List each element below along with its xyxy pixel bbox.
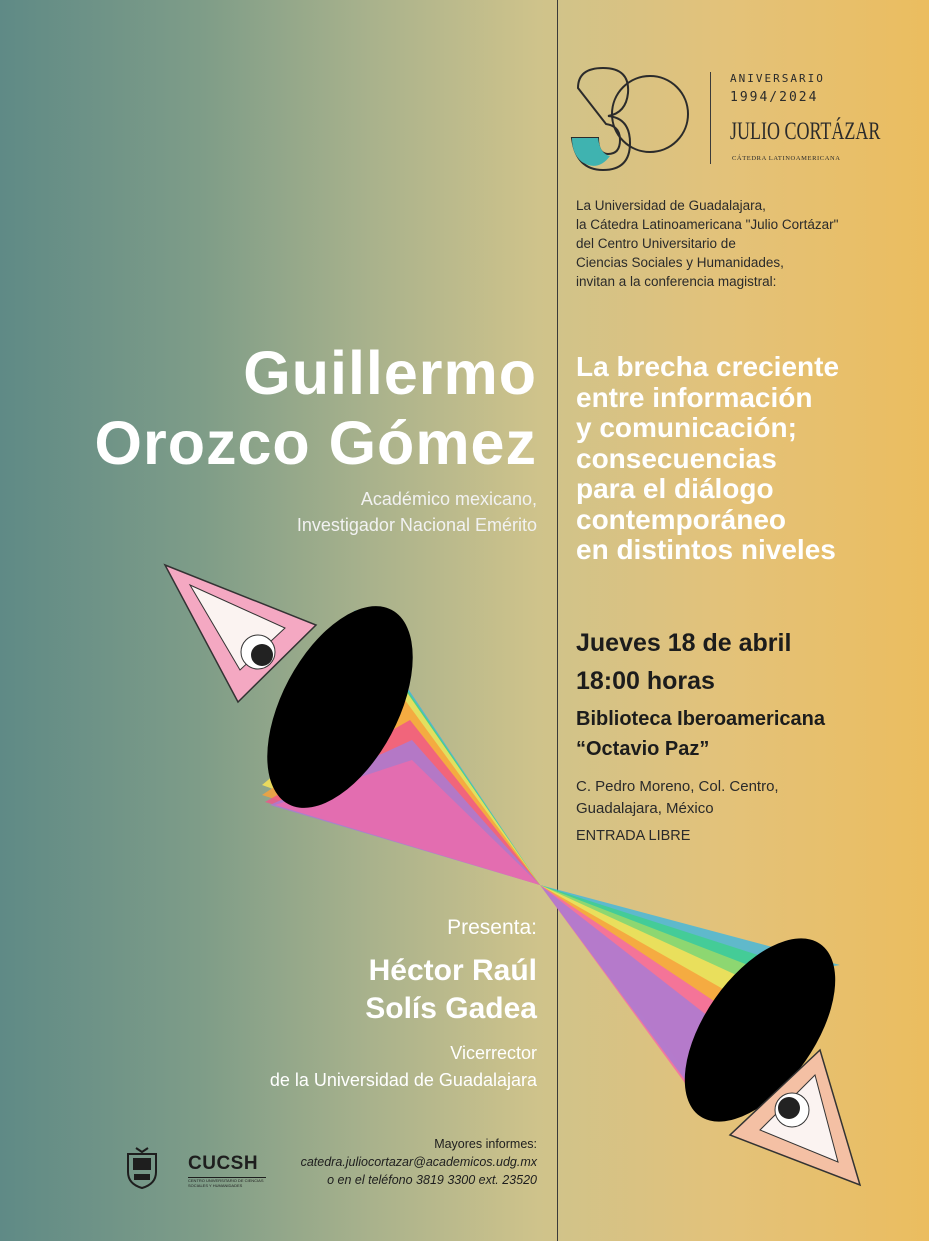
catedra-name: JULIO CORTÁZAR [730,118,881,145]
talk-title [576,352,839,566]
speaker-name [95,338,537,478]
venue-line: “Octavio Paz” [576,738,710,760]
talk-title-line: consecuencias [576,442,777,474]
invitation-line: La Universidad de Guadalajara, [576,198,766,213]
udg-seal-icon [124,1146,160,1190]
talk-title-line: La brecha creciente [576,351,840,382]
speaker-role [297,486,537,538]
cucsh-text: CUCSH [188,1153,259,1174]
presenter-name [365,952,537,1028]
invitation-line: invitan a la conferencia magistral: [576,274,777,289]
speaker-name-line: Guillermo [243,339,537,407]
invitation-line: la Cátedra Latinoamericana "Julio Cortázar" [576,217,839,232]
talk-title-line: para el diálogo [576,473,774,504]
thirty-logo-mark [568,58,698,178]
speaker-name-line: Orozco Gómez [94,409,537,477]
event-time: 18:00 horas [576,667,715,695]
contact-phone: o en el teléfono 3819 3300 ext. 23520 [327,1173,537,1187]
event-address [576,776,779,820]
logo-separator [710,72,711,164]
presenter-name-line: Solís Gadea [365,992,537,1025]
address-line: C. Pedro Moreno, Col. Centro, [576,778,779,795]
talk-title-line: contemporáneo [576,503,787,535]
talk-title-line: en distintos niveles [576,534,836,565]
event-datetime [576,624,791,700]
event-venue [576,704,825,764]
catedra-subtitle: CÁTEDRA LATINOAMERICANA [732,155,841,162]
invitation-line: del Centro Universitario de [576,236,736,251]
cucsh-subtitle: CENTRO UNIVERSITARIO DE CIENCIAS SOCIALES Y HUMANIDADES [188,1177,266,1188]
presenter-role-line: Vicerrector [450,1043,537,1063]
invitation-text [576,196,838,291]
contact-info [301,1135,537,1189]
presenter-role-line: de la Universidad de Guadalajara [269,1070,537,1090]
event-date: Jueves 18 de abril [576,629,792,657]
speaker-role-line: Académico mexicano, [360,489,537,509]
presenter-role [270,1040,537,1094]
anniversary-label: ANIVERSARIO [730,72,825,85]
address-line: Guadalajara, México [576,800,714,817]
entry-note: ENTRADA LIBRE [576,828,691,844]
anniversary-years: 1994/2024 [730,90,819,105]
invitation-line: Ciencias Sociales y Humanidades, [576,255,784,270]
contact-email[interactable]: catedra.juliocortazar@academicos.udg.mx [300,1155,537,1169]
presenter-name-line: Héctor Raúl [368,954,537,987]
talk-title-line: entre información [576,381,813,413]
talk-title-line: y comunicación; [576,412,797,443]
cucsh-logo [188,1153,266,1188]
contact-label: Mayores informes: [434,1137,537,1151]
speaker-role-line: Investigador Nacional Emérito [296,515,537,535]
venue-line: Biblioteca Iberoamericana [576,708,825,730]
presenter-label: Presenta: [447,916,537,939]
